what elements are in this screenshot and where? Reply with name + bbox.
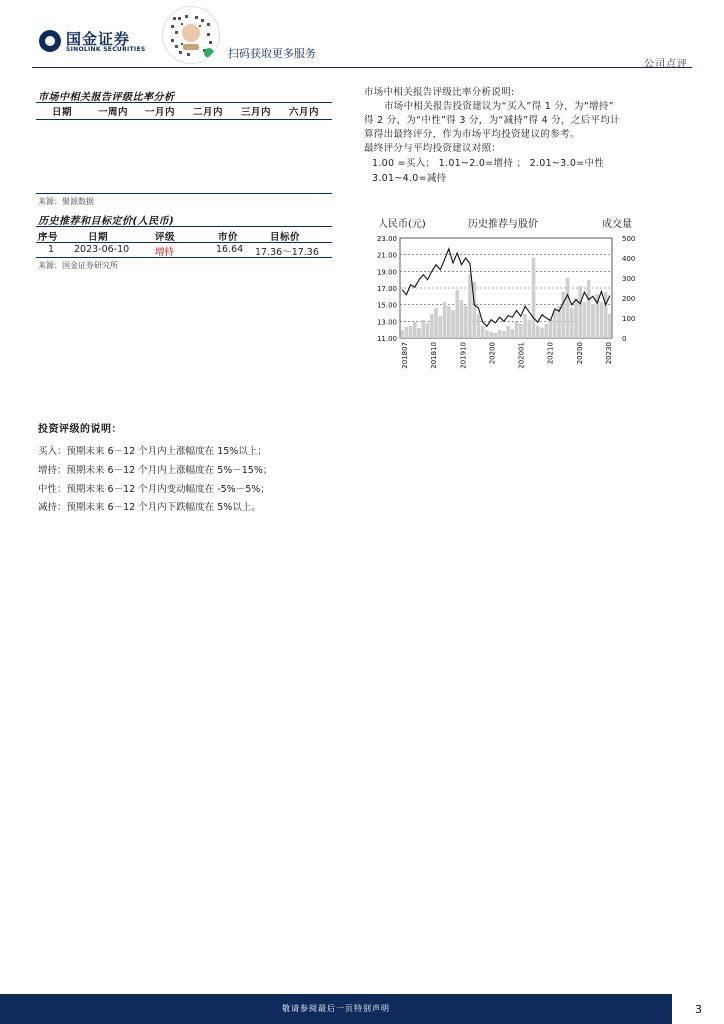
explain-line: 3.01~4.0=减持 <box>372 173 447 184</box>
history-row-date: 2023-06-10 <box>74 244 130 255</box>
rating-stats-bottom-rule <box>36 193 332 194</box>
rating-stats-top-rule <box>36 102 332 103</box>
company-name-cn: 国金证券 <box>66 30 131 48</box>
chart-xtick: 20230 <box>605 342 613 365</box>
chart-volume-bar <box>422 320 426 338</box>
chart-volume-bar <box>604 292 608 338</box>
chart-volume-bar <box>566 278 570 338</box>
chart-volume-bar <box>468 274 472 338</box>
report-type-label: 公司点评 <box>644 59 688 70</box>
page-number: 3 <box>695 1003 702 1016</box>
chart-volume-bar <box>511 329 515 338</box>
chart-volume-bar <box>451 310 455 338</box>
chart-ytick-right: 0 <box>622 335 627 343</box>
chart-volume-bar <box>502 331 506 338</box>
rating-definition-title: 投资评级的说明： <box>38 424 122 435</box>
history-title: 历史推荐和目标定价(人民币) <box>38 216 175 227</box>
rating-stats-title: 市场中相关报告评级比率分析 <box>38 92 175 103</box>
chart-volume-bar <box>544 324 548 338</box>
explain-line: 算得出最终评分，作为市场平均投资建议的参考。 <box>364 129 580 140</box>
history-col: 评级 <box>155 232 176 243</box>
chart-ytick-left: 21.00 <box>376 251 397 260</box>
chart-ytick-right: 400 <box>622 255 636 263</box>
chart-ytick-right: 500 <box>622 235 636 243</box>
chart-volume-bar <box>489 332 493 338</box>
chart-xtick: 20200 <box>488 342 497 365</box>
chart-volume-bar <box>523 314 527 338</box>
company-logo-icon <box>39 30 61 52</box>
explain-line: 最终评分与平均投资建议对照： <box>364 143 502 154</box>
rating-def-overweight: 增持：预期未来 6－12 个月内上涨幅度在 5%－15%； <box>38 465 273 476</box>
explain-line: 市场中相关报告投资建议为“买入”得 1 分，为“增持” <box>384 101 614 112</box>
chart-volume-bar <box>426 323 430 338</box>
chart-ytick-left: 11.00 <box>376 335 397 343</box>
history-row-no: 1 <box>48 244 55 255</box>
history-bottom-rule <box>36 257 332 258</box>
chart-volume-bar <box>515 322 519 338</box>
explain-line: 1.00 =买入； 1.01~2.0=增持 ； 2.01~3.0=中性 <box>372 158 605 169</box>
chart-volume-bar <box>506 326 510 338</box>
chart-volume-bar <box>438 316 442 338</box>
history-row-target: 17.36～17.36 <box>255 247 319 258</box>
rating-stats-col: 六月内 <box>289 107 320 118</box>
company-name-en: SINOLINK SECURITIES <box>66 46 146 53</box>
chart-volume-bar <box>591 304 595 338</box>
chart-volume-bar <box>400 330 404 338</box>
rating-def-buy: 买入：预期未来 6－12 个月内上涨幅度在 15%以上； <box>38 446 267 457</box>
history-row-price: 16.64 <box>216 244 244 255</box>
history-row-rating: 增持 <box>155 247 175 258</box>
chart-volume-bar <box>405 327 409 338</box>
price-history-chart <box>360 212 656 374</box>
chart-volume-bar <box>587 280 591 338</box>
chart-ytick-left: 13.00 <box>376 318 397 327</box>
chart-volume-bar <box>574 298 578 338</box>
chart-volume-bar <box>536 326 540 338</box>
chart-volume-bar <box>409 326 413 338</box>
chart-ytick-right: 300 <box>622 275 636 283</box>
chart-ytick-left: 15.00 <box>376 301 397 310</box>
chart-ytick-right: 100 <box>622 315 636 323</box>
chart-ytick-right: 200 <box>622 295 636 303</box>
chart-volume-bar <box>570 308 574 338</box>
chart-ytick-left: 17.00 <box>376 285 397 293</box>
rating-stats-col: 日期 <box>52 107 73 118</box>
chart-volume-bar <box>464 306 468 338</box>
rating-stats-col: 二月内 <box>193 107 224 118</box>
rating-stats-col: 三月内 <box>241 107 272 118</box>
chart-ytick-left: 19.00 <box>376 268 397 277</box>
chart-xtick: 20210 <box>546 342 555 365</box>
chart-volume-bar <box>498 330 502 338</box>
chart-volume-bar <box>413 322 417 338</box>
scan-for-service-text: 扫码获取更多服务 <box>228 47 316 60</box>
chart-volume-bar <box>443 302 447 338</box>
header-divider <box>32 67 692 68</box>
chart-volume-bar <box>434 308 438 338</box>
rating-stats-source: 来源：聚源数据 <box>38 197 94 206</box>
chart-volume-bar <box>460 300 464 338</box>
history-col: 日期 <box>88 232 109 243</box>
chart-xtick: 201910 <box>459 342 468 369</box>
chart-volume-bar <box>608 314 612 338</box>
chart-xtick: 201810 <box>430 342 439 369</box>
explain-line: 得 2 分，为“中性”得 3 分，为“减持”得 4 分，之后平均计 <box>364 115 620 126</box>
history-top-rule <box>36 226 332 227</box>
chart-volume-bar <box>481 326 485 338</box>
chart-volume-bar <box>532 258 536 338</box>
history-col: 目标价 <box>270 232 301 243</box>
chart-ylabel-left: 人民币(元) <box>378 219 426 230</box>
footer-disclaimer-link[interactable]: 敬请参阅最后一页特别声明 <box>282 1004 390 1013</box>
chart-volume-bar <box>578 286 582 338</box>
chart-volume-bar <box>430 314 434 338</box>
chart-volume-bar <box>549 320 553 338</box>
rating-stats-col: 一周内 <box>98 107 129 118</box>
history-header-rule <box>36 242 332 243</box>
chart-volume-bar <box>540 328 544 338</box>
chart-volume-bar <box>561 292 565 338</box>
chart-volume-bar <box>477 314 481 338</box>
chart-xtick: 202001 <box>517 342 526 369</box>
chart-ylabel-right: 成交量 <box>602 219 632 230</box>
chart-volume-bar <box>455 290 459 338</box>
rating-def-underweight: 减持：预期未来 6－12 个月内下跌幅度在 5%以上。 <box>38 502 261 513</box>
chart-volume-bar <box>447 306 451 338</box>
rating-def-neutral: 中性：预期未来 6－12 个月内变动幅度在 -5%－5%； <box>38 484 270 495</box>
history-col: 序号 <box>38 232 59 243</box>
explain-title: 市场中相关报告评级比率分析说明: <box>364 87 515 98</box>
chart-volume-bar <box>583 302 587 338</box>
rating-stats-header-rule <box>36 119 332 120</box>
qr-code-icon <box>162 6 220 64</box>
chart-volume-bar <box>553 310 557 338</box>
chart-xtick: 201807 <box>401 342 409 369</box>
chart-title: 历史推荐与股价 <box>468 219 538 230</box>
chart-ytick-left: 23.00 <box>376 235 397 243</box>
chart-volume-bar <box>600 302 604 338</box>
chart-volume-bar <box>417 328 421 338</box>
history-col: 市价 <box>218 232 239 243</box>
chart-volume-bar <box>528 320 532 338</box>
chart-volume-bar <box>485 330 489 338</box>
chart-xtick: 20200 <box>575 342 584 365</box>
rating-stats-col: 一月内 <box>145 107 176 118</box>
chart-volume-bar <box>519 324 523 338</box>
history-source: 来源：国金证券研究所 <box>38 261 118 270</box>
chart-volume-bar <box>494 333 498 338</box>
